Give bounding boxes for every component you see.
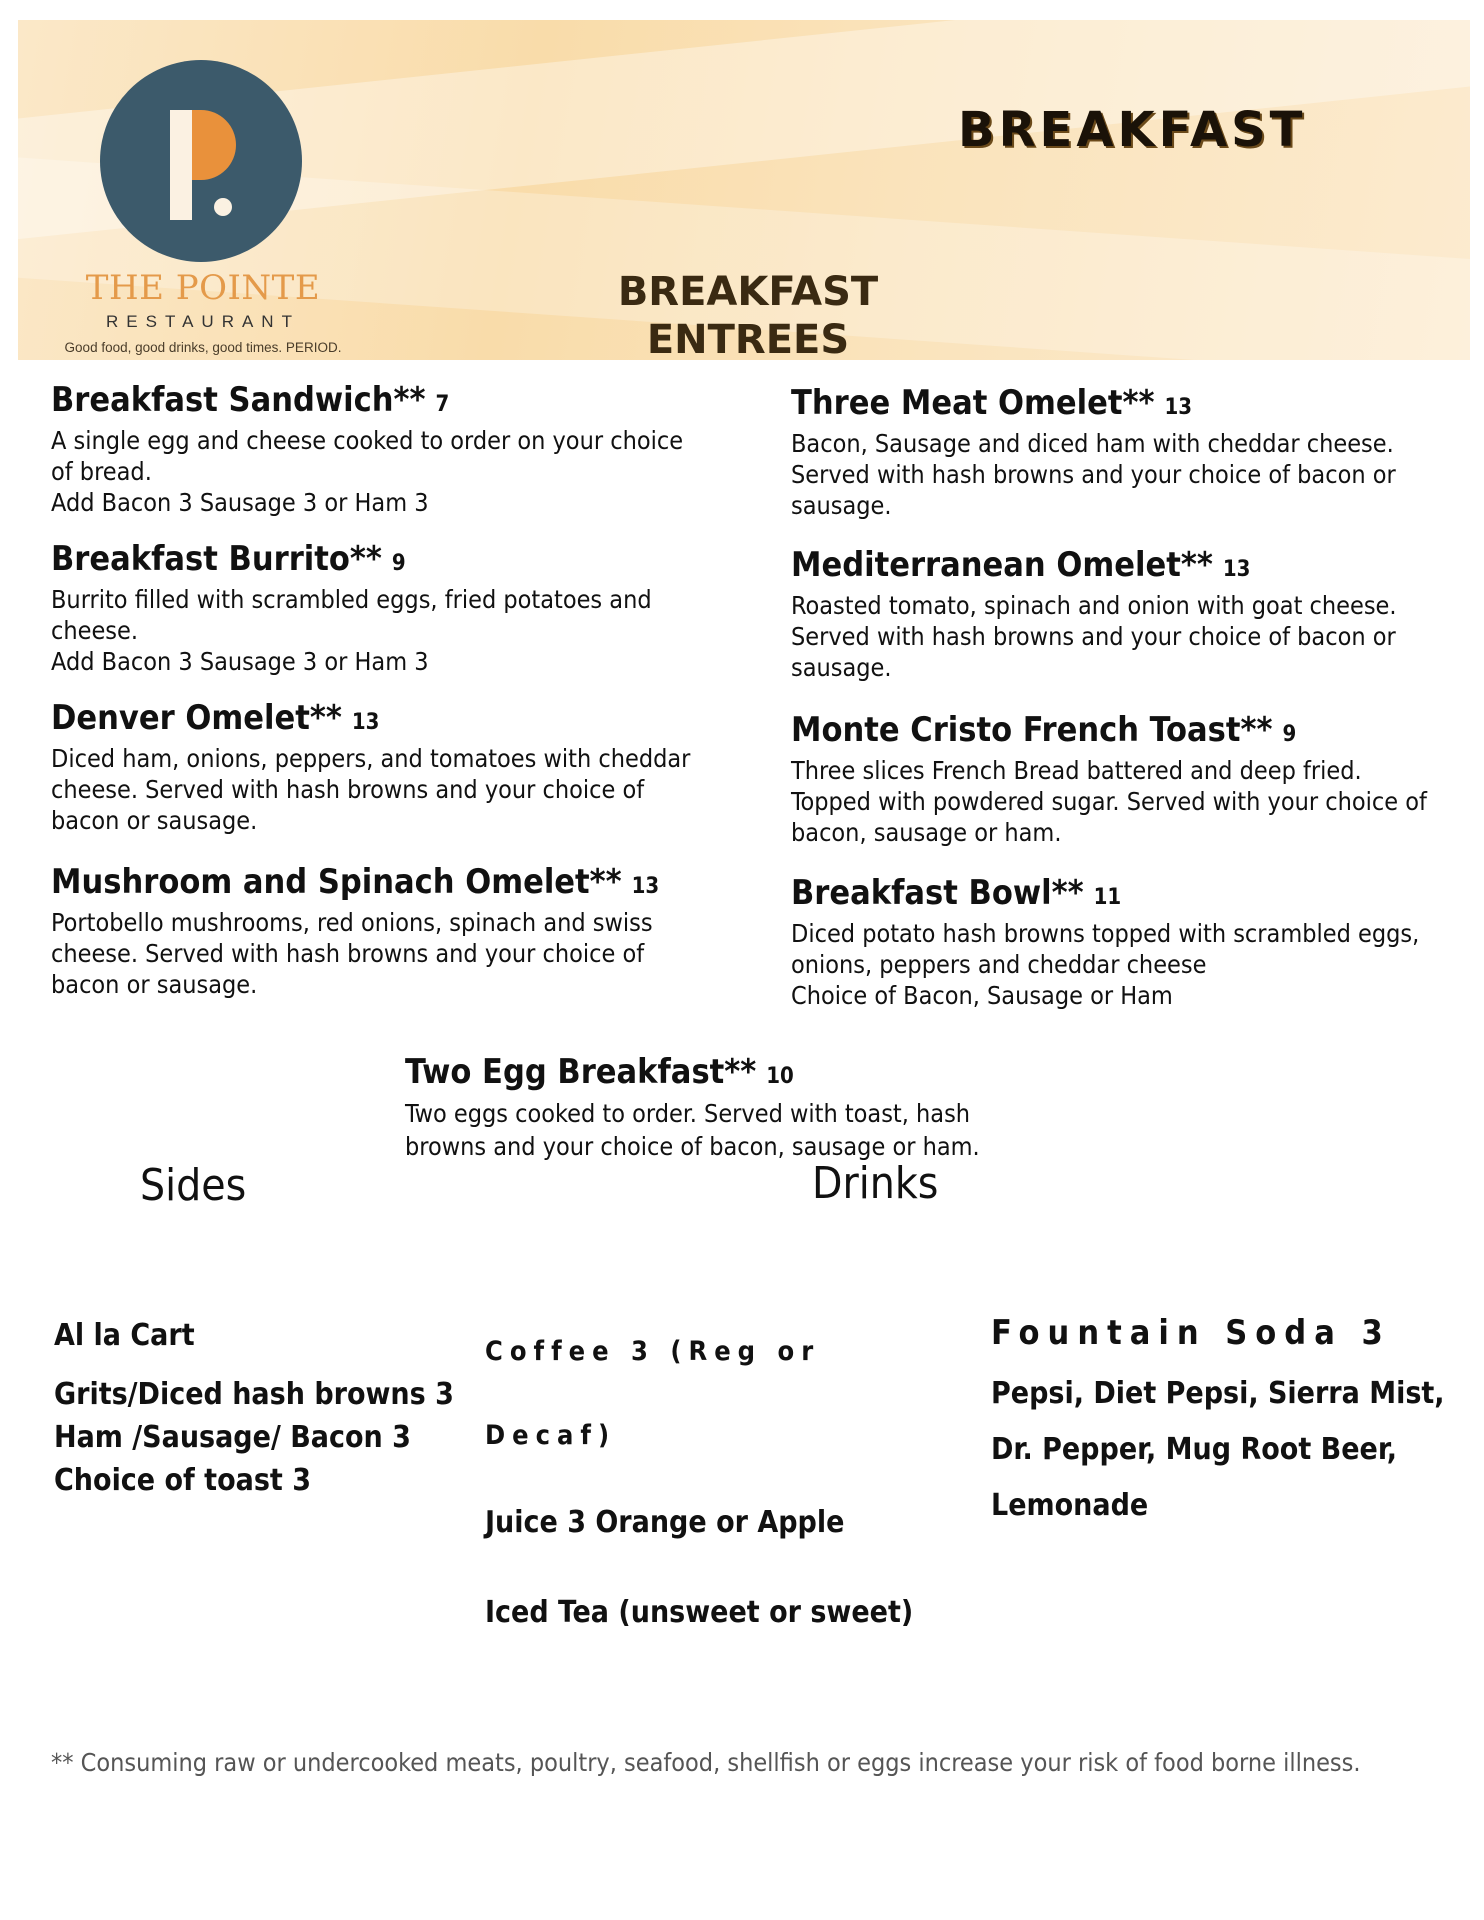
section-title: [578, 268, 918, 360]
menu-item-desc: Portobello mushrooms, red onions, spinach and swiss cheese. Served with hash browns and your choice of bacon or sausage.: [51, 908, 653, 999]
page-title: BREAKFAST: [958, 102, 1307, 158]
list-item: Ham /Sausage/ Bacon 3: [54, 1420, 411, 1455]
menu-item-name: Breakfast Sandwich** 7: [51, 380, 450, 420]
menu-item-name: Breakfast Burrito** 9: [51, 539, 406, 579]
menu-item-price: 9: [391, 551, 406, 576]
menu-item-price: 10: [766, 1064, 794, 1089]
menu-item: [791, 545, 1484, 683]
menu-item-desc: Roasted tomato, spinach and onion with goat cheese. Served with hash browns and your choice of bacon or sausage.: [791, 591, 1397, 682]
logo-period-dot: [214, 198, 232, 216]
sides-cart-label: Al la Cart: [54, 1318, 195, 1353]
menu-item-price: 13: [1222, 557, 1251, 582]
list-item: Iced Tea (unsweet or sweet): [485, 1595, 914, 1630]
list-item: Dr. Pepper, Mug Root Beer,: [991, 1432, 1397, 1467]
menu-item-desc: Burrito filled with scrambled eggs, fried potatoes and cheese. Add Bacon 3 Sausage 3 or Ham 3: [51, 585, 652, 676]
menu-item-name: Two Egg Breakfast** 10: [405, 1052, 794, 1092]
menu-item-desc: Three slices French Bread battered and deep fried. Topped with powdered sugar. Served with your choice of bacon, sausage or ham.: [791, 756, 1427, 847]
list-item: Choice of toast 3: [54, 1463, 311, 1498]
section-title-line: ENTREES: [646, 317, 850, 360]
menu-item: [791, 710, 1484, 848]
menu-item: [51, 539, 751, 677]
allergy-footnote: ** Consuming raw or undercooked meats, poultry, seafood, shellfish or eggs increase your risk of food borne illness.: [51, 1748, 1361, 1777]
menu-item-price: 11: [1093, 885, 1122, 910]
header-banner: [18, 20, 1470, 360]
logo-p-icon: [100, 60, 302, 262]
sides-list: [54, 1318, 454, 1502]
brand-subtitle: RESTAURANT: [106, 312, 300, 331]
menu-item: [791, 873, 1484, 1011]
menu-item-name: Mushroom and Spinach Omelet** 13: [51, 862, 660, 902]
menu-item-desc: Diced ham, onions, peppers, and tomatoes with cheddar cheese. Served with hash browns and your choice of bacon or sausage.: [51, 744, 691, 835]
menu-item: [51, 698, 751, 836]
list-item: Pepsi, Diet Pepsi, Sierra Mist,: [991, 1376, 1445, 1411]
menu-item-price: 13: [631, 874, 660, 899]
menu-item-price: 9: [1282, 722, 1297, 747]
section-title-line: BREAKFAST: [617, 269, 879, 315]
menu-item: [791, 383, 1484, 521]
drinks-heading: Drinks: [812, 1158, 939, 1209]
brand-tagline: Good food, good drinks, good times. PERIOD.: [64, 340, 342, 355]
list-item: Decaf): [485, 1420, 617, 1451]
drinks-list: [485, 1310, 925, 1658]
soda-list: [991, 1312, 1451, 1534]
menu-item-desc: A single egg and cheese cooked to order on your choice of bread. Add Bacon 3 Sausage 3 or Ham 3: [51, 426, 684, 517]
menu-item: [51, 862, 751, 1000]
sides-heading: Sides: [140, 1160, 247, 1211]
menu-item: [405, 1052, 1025, 1163]
menu-item-price: 13: [1164, 395, 1192, 420]
menu-item-name: Denver Omelet** 13: [51, 698, 380, 738]
list-item: Lemonade: [991, 1488, 1149, 1523]
list-item: Juice 3 Orange or Apple: [485, 1505, 845, 1540]
list-item: Grits/Diced hash browns 3: [54, 1377, 454, 1412]
menu-item-name: Monte Cristo French Toast** 9: [791, 710, 1297, 750]
brand-name: THE POINTE: [85, 268, 321, 308]
menu-item-desc: Bacon, Sausage and diced ham with cheddar cheese. Served with hash browns and your choice of bacon or sausage.: [791, 429, 1396, 520]
menu-item: [51, 380, 751, 518]
menu-item-desc: Two eggs cooked to order. Served with toast, hash browns and your choice of bacon, sausage or ham.: [405, 1099, 980, 1161]
logo-p-bowl: [192, 110, 236, 180]
list-item: Coffee 3 (Reg or: [485, 1336, 821, 1367]
soda-heading: Fountain Soda 3: [991, 1313, 1391, 1353]
menu-item-name: Breakfast Bowl** 11: [791, 873, 1122, 913]
menu-item-price: 7: [435, 392, 450, 417]
menu-item-name: Three Meat Omelet** 13: [791, 383, 1192, 423]
menu-item-name: Mediterranean Omelet** 13: [791, 545, 1251, 585]
logo-p-stem: [170, 110, 192, 220]
menu-item-desc: Diced potato hash browns topped with scrambled eggs, onions, peppers and cheddar cheese Choice of Bacon, Sausage or Ham: [791, 919, 1420, 1010]
menu-item-price: 13: [351, 710, 380, 735]
